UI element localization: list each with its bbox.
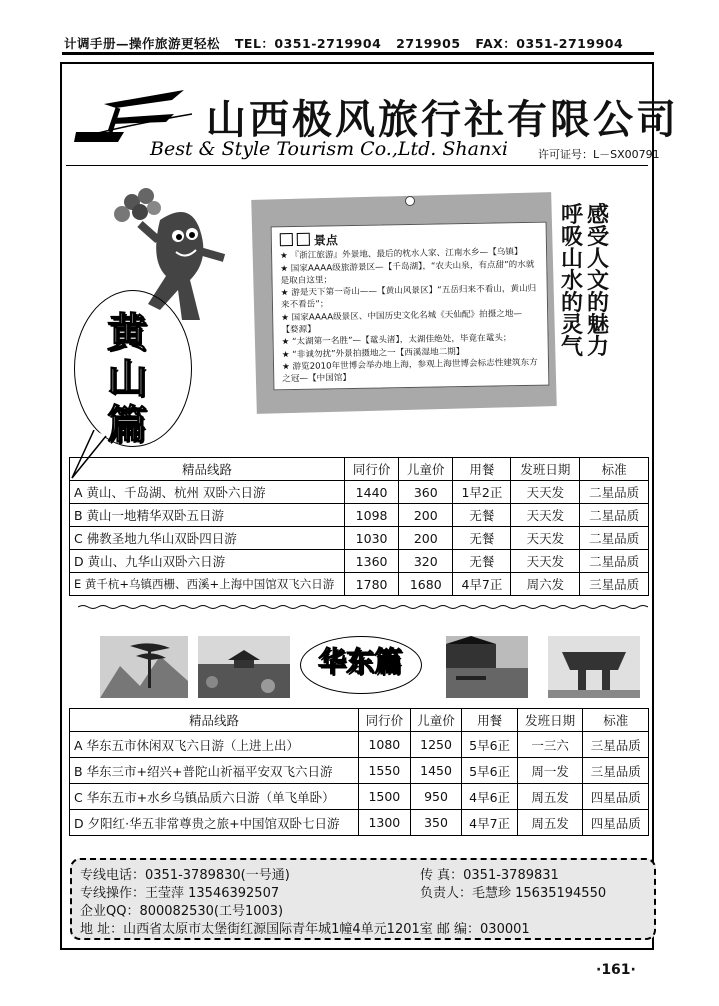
standard-cell: 二星品质 xyxy=(580,481,649,504)
contact-manager: 负责人：毛慧珍 15635194550 xyxy=(420,886,607,901)
meal-cell: 无餐 xyxy=(453,527,511,550)
departure-cell: 天天发 xyxy=(511,550,580,573)
route-cell: B 华东三市+绍兴+普陀山祈福平安双飞六日游 xyxy=(70,758,359,784)
col-header: 用餐 xyxy=(453,458,511,481)
route-cell: D 黄山、九华山双卧六日游 xyxy=(70,550,345,573)
meal-cell: 4早6正 xyxy=(462,784,517,810)
col-header: 标准 xyxy=(580,458,649,481)
col-header: 用餐 xyxy=(462,709,517,732)
header-divider xyxy=(66,165,648,166)
feature-item: ★ “非诚勿扰”外景拍摄地之一【西溪湿地二期】 xyxy=(281,346,465,360)
feature-note xyxy=(271,222,550,391)
price-cell: 1550 xyxy=(359,758,411,784)
table-row xyxy=(70,810,649,836)
route-cell: B 黄山一地精华双卧五日游 xyxy=(70,504,345,527)
route-cell: A 黄山、千岛湖、杭州 双卧六日游 xyxy=(70,481,345,504)
standard-cell: 三星品质 xyxy=(583,758,649,784)
meal-cell: 4早7正 xyxy=(453,573,511,596)
feature-item: ★ 国家AAAA级旅游景区—【千岛湖】，“农夫山泉，有点甜”的水就是取自这里； xyxy=(280,259,535,287)
vertical-slogan-1: 感受人文的魅力 xyxy=(586,202,609,360)
route-cell: C 佛教圣地九华山双卧四日游 xyxy=(70,527,345,550)
contact-hotline: 专线电话：0351-3789830(一号通) xyxy=(80,868,290,883)
standard-cell: 三星品质 xyxy=(583,732,649,758)
standard-cell: 四星品质 xyxy=(583,784,649,810)
col-header: 儿童价 xyxy=(399,458,453,481)
col-header: 同行价 xyxy=(359,709,411,732)
meal-cell: 5早6正 xyxy=(462,732,517,758)
header-line xyxy=(64,34,654,52)
meal-cell: 4早7正 xyxy=(462,810,517,836)
section-title-huadong: 华东篇 xyxy=(318,645,403,678)
page-number: ·161· xyxy=(596,962,636,978)
vertical-slogan-2: 呼吸山水的灵气 xyxy=(560,202,583,360)
route-table-huadong xyxy=(69,708,649,836)
route-cell: A 华东五市休闲双飞六日游（上进上出） xyxy=(70,732,359,758)
table-row xyxy=(70,758,649,784)
departure-cell: 周六发 xyxy=(511,573,580,596)
child-price-cell: 1250 xyxy=(410,732,462,758)
departure-cell: 周一发 xyxy=(517,758,583,784)
pin-icon xyxy=(405,196,415,206)
table-header-row xyxy=(70,458,649,481)
table-header-row xyxy=(70,709,649,732)
contact-qq: 企业QQ：800082530(工号1003) xyxy=(80,904,284,919)
route-table-huangshan xyxy=(69,457,649,596)
table-row xyxy=(70,527,649,550)
child-price-cell: 360 xyxy=(399,481,453,504)
feature-item: ★ 游览2010年世博会举办地上海，参观上海世博会标志性建筑东方之冠—【中国馆】 xyxy=(281,357,538,385)
departure-cell: 周五发 xyxy=(517,784,583,810)
company-logo-icon xyxy=(74,84,194,144)
table-row xyxy=(70,550,649,573)
photo-water-town xyxy=(446,636,528,698)
header-rule xyxy=(62,52,654,55)
feature-title: 景点 xyxy=(280,229,538,248)
price-cell: 1780 xyxy=(345,573,399,596)
child-price-cell: 200 xyxy=(399,504,453,527)
feature-item: ★ 国家AAAA级景区、中国历史文化名城《天仙配》拍摄之地—【婺源】 xyxy=(281,308,523,336)
table-row xyxy=(70,504,649,527)
photo-pavilion xyxy=(198,636,290,698)
col-header: 发班日期 xyxy=(517,709,583,732)
table-row xyxy=(70,481,649,504)
price-cell: 1300 xyxy=(359,810,411,836)
meal-cell: 1早2正 xyxy=(453,481,511,504)
child-price-cell: 950 xyxy=(410,784,462,810)
table-row xyxy=(70,573,649,596)
standard-cell: 二星品质 xyxy=(580,527,649,550)
route-cell: D 夕阳红·华五非常尊贵之旅+中国馆双卧七日游 xyxy=(70,810,359,836)
standard-cell: 二星品质 xyxy=(580,550,649,573)
feature-item: ★ “太湖第一名胜”—【鼋头渚】，太湖佳绝处，毕竟在鼋头； xyxy=(281,333,512,348)
price-cell: 1080 xyxy=(359,732,411,758)
photo-china-pavilion xyxy=(548,636,640,698)
route-cell: E 黄千杭+乌镇西栅、西溪+上海中国馆双飞六日游 xyxy=(70,573,345,596)
price-cell: 1360 xyxy=(345,550,399,573)
col-header: 标准 xyxy=(583,709,649,732)
price-cell: 1098 xyxy=(345,504,399,527)
contact-fax: 传 真：0351-3789831 xyxy=(420,868,559,883)
departure-cell: 周五发 xyxy=(517,810,583,836)
header-tel: TEL：0351-2719904 xyxy=(234,36,382,51)
standard-cell: 二星品质 xyxy=(580,504,649,527)
feature-item: ★ 『浙江旅游』外景地、最后的枕水人家、江南水乡—【乌镇】 xyxy=(280,247,523,262)
standard-cell: 四星品质 xyxy=(583,810,649,836)
departure-cell: 天天发 xyxy=(511,504,580,527)
table-row xyxy=(70,784,649,810)
company-name-en: Best & Style Tourism Co.,Ltd. Shanxi xyxy=(150,138,508,160)
price-cell: 1030 xyxy=(345,527,399,550)
license-number: 许可证号：L－SX00791 xyxy=(538,148,660,161)
price-cell: 1500 xyxy=(359,784,411,810)
col-header: 发班日期 xyxy=(511,458,580,481)
child-price-cell: 1450 xyxy=(410,758,462,784)
standard-cell: 三星品质 xyxy=(580,573,649,596)
price-cell: 1440 xyxy=(345,481,399,504)
table-row xyxy=(70,732,649,758)
meal-cell: 5早6正 xyxy=(462,758,517,784)
child-price-cell: 1680 xyxy=(399,573,453,596)
contact-box xyxy=(70,858,656,940)
header-slogan: 计调手册—操作旅游更轻松 xyxy=(64,36,221,51)
wavy-divider xyxy=(78,604,648,610)
col-header: 同行价 xyxy=(345,458,399,481)
col-header: 精品线路 xyxy=(70,709,359,732)
contact-address: 地 址：山西省太原市太堡街红源国际青年城1幢4单元1201室 邮 编：030001 xyxy=(80,922,530,937)
col-header: 精品线路 xyxy=(70,458,345,481)
meal-cell: 无餐 xyxy=(453,504,511,527)
photo-pine-tree xyxy=(100,636,188,698)
child-price-cell: 200 xyxy=(399,527,453,550)
header-fax: FAX：0351-2719904 xyxy=(475,36,624,51)
section-title-huangshan: 黄山篇 xyxy=(107,309,147,448)
child-price-cell: 320 xyxy=(399,550,453,573)
meal-cell: 无餐 xyxy=(453,550,511,573)
departure-cell: 天天发 xyxy=(511,481,580,504)
child-price-cell: 350 xyxy=(410,810,462,836)
company-name-cn: 山西极风旅行社有限公司 xyxy=(206,96,679,143)
feature-item: ★ 游是天下第一奇山——【黄山风景区】“五岳归来不看山，黄山归来不看岳”； xyxy=(280,283,537,311)
contact-operator: 专线操作：王莹萍 13546392507 xyxy=(80,886,280,901)
col-header: 儿童价 xyxy=(410,709,462,732)
departure-cell: 天天发 xyxy=(511,527,580,550)
departure-cell: 一三六 xyxy=(517,732,583,758)
route-cell: C 华东五市+水乡乌镇品质六日游（单飞单卧） xyxy=(70,784,359,810)
header-tel2: 2719905 xyxy=(396,36,461,51)
